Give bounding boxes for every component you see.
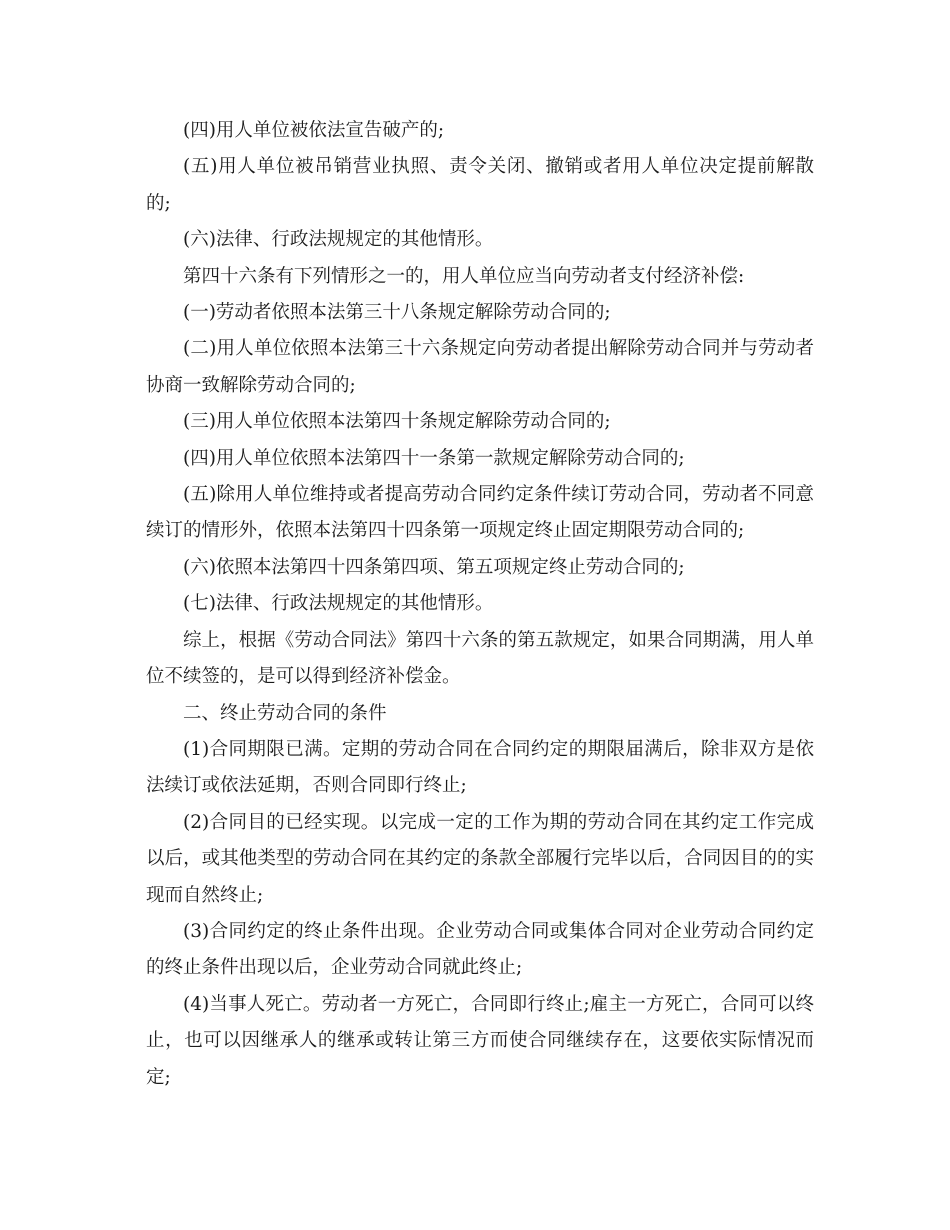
paragraph: (七)法律、行政法规规定的其他情形。	[183, 593, 494, 615]
paragraph: 综上，根据《劳动合同法》第四十六条的第五款规定，如果合同期满，用人单位不续签的，是可以得到经济补偿金。	[146, 629, 814, 688]
paragraph: (3)合同约定的终止条件出现。企业劳动合同或集体合同对企业劳动合同约定的终止条件出现以后，企业劳动合同就此终止;	[146, 920, 814, 979]
paragraph: (六)法律、行政法规规定的其他情形。	[183, 229, 494, 251]
paragraph: (六)依照本法第四十四条第四项、第五项规定终止劳动合同的;	[183, 556, 685, 578]
paragraph: (四)用人单位被依法宣告破产的;	[183, 120, 445, 141]
paragraph: (一)劳动者依照本法第三十八条规定解除劳动合同的;	[183, 302, 611, 324]
paragraph: (2)合同目的已经实现。以完成一定的工作为期的劳动合同在其约定工作完成以后，或其他类型的劳动合同在其约定的条款全部履行完毕以后，合同因目的的实现而自然终止;	[146, 811, 814, 906]
document-body	[146, 113, 814, 1096]
paragraph: (五)用人单位被吊销营业执照、责令关闭、撤销或者用人单位决定提前解散的;	[146, 156, 814, 214]
paragraph: (三)用人单位依照本法第四十条规定解除劳动合同的;	[183, 411, 611, 433]
paragraph: (二)用人单位依照本法第三十六条规定向劳动者提出解除劳动合同并与劳动者协商一致解除劳动合同的;	[146, 338, 814, 396]
paragraph: (1)合同期限已满。定期的劳动合同在合同约定的期限届满后，除非双方是依法续订或依法延期，否则合同即行终止;	[146, 738, 814, 797]
paragraph: 第四十六条有下列情形之一的，用人单位应当向劳动者支付经济补偿:	[183, 265, 745, 287]
paragraph: (四)用人单位依照本法第四十一条第一款规定解除劳动合同的;	[183, 447, 685, 469]
paragraph: (五)除用人单位维持或者提高劳动合同约定条件续订劳动合同，劳动者不同意续订的情形外，依照本法第四十四条第一项规定终止固定期限劳动合同的;	[146, 484, 814, 542]
paragraph: (4)当事人死亡。劳动者一方死亡，合同即行终止;雇主一方死亡，合同可以终止，也可以因继承人的继承或转让第三方而使合同继续存在，这要依实际情况而定;	[146, 993, 814, 1088]
section-heading: 二、终止劳动合同的条件	[183, 702, 387, 724]
